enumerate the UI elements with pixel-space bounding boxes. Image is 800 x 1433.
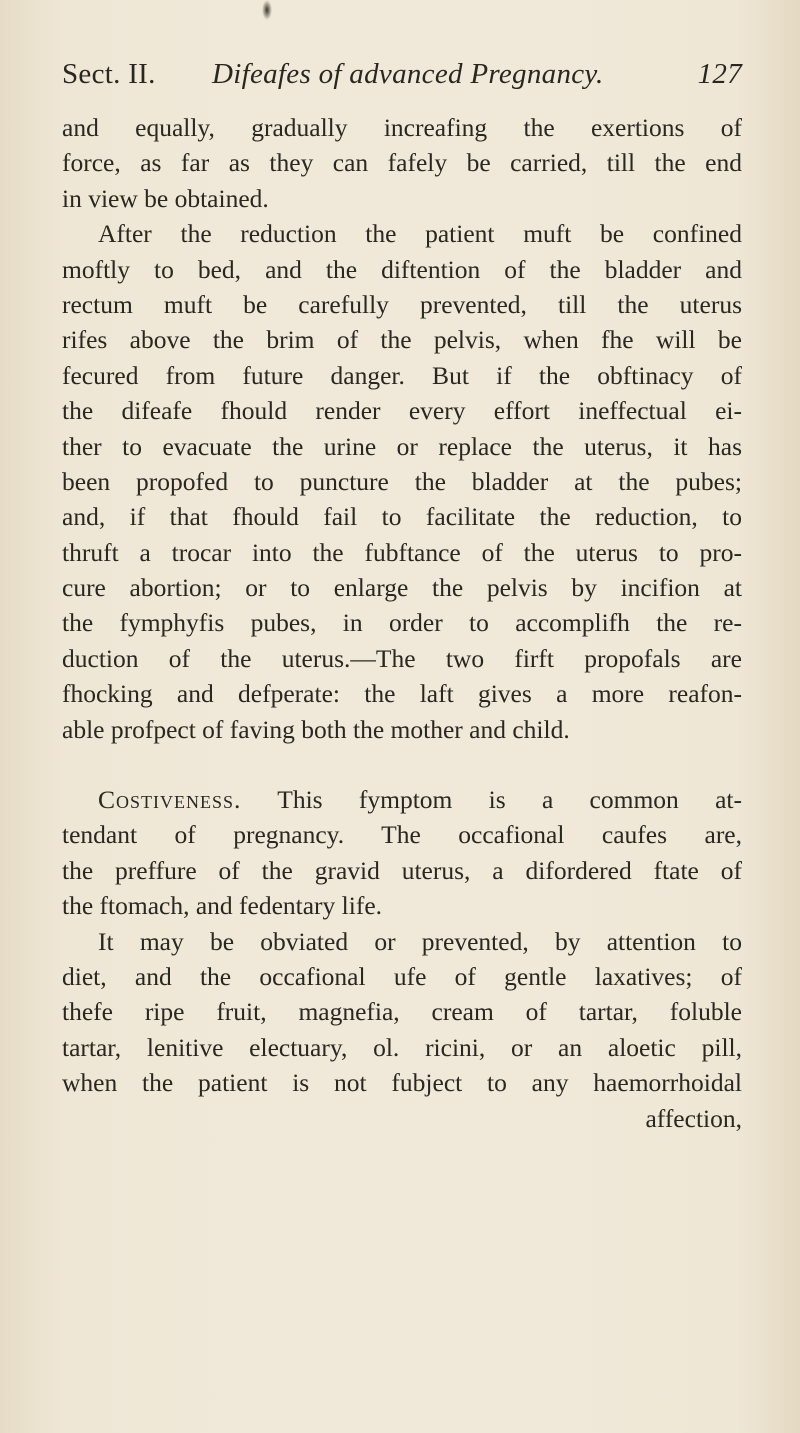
text-line	[62, 782, 742, 817]
text-line: force, as far as they can fafely be carried, till the end	[62, 148, 742, 178]
text-line: moftly to bed, and the diftention of the bladder and	[62, 254, 742, 284]
text-line: fhocking and defperate: the laft gives a more reafon-	[62, 679, 742, 709]
text-line: and, if that fhould fail to facilitate the reduction, to	[62, 502, 742, 532]
text-line: It may be obviated or prevented, by attention to	[98, 926, 742, 956]
text-line: the fymphyfis pubes, in order to accomplifh the re-	[62, 608, 742, 638]
text-line: in view be obtained.	[62, 183, 269, 213]
text-line: duction of the uterus.—The two firft propofals are	[62, 643, 742, 673]
text-line: rectum muft be carefully prevented, till the uterus	[62, 289, 742, 319]
text-line: cure abortion; or to enlarge the pelvis by incifion at	[62, 573, 742, 603]
text-line: fecured from future danger. But if the obftinacy of	[62, 360, 742, 390]
paragraph	[62, 216, 742, 747]
running-header	[62, 58, 742, 98]
paragraph	[62, 110, 742, 216]
ink-smudge	[262, 0, 272, 20]
text-line: been propofed to puncture the bladder at the pubes;	[62, 466, 742, 496]
catchword: affection,	[645, 1103, 742, 1133]
section-label: Sect. II.	[62, 58, 156, 90]
section-heading: Costiveness.	[98, 785, 242, 815]
body-text	[62, 110, 742, 1136]
text-line: rifes above the brim of the pelvis, when fhe will be	[62, 325, 742, 355]
page-number: 127	[697, 58, 742, 90]
running-title: Difeafes of advanced Pregnancy.	[212, 58, 604, 90]
text-line: when the patient is not fubject to any haemorrhoidal	[62, 1068, 742, 1098]
text-line: thruft a trocar into the fubftance of the uterus to pro-	[62, 537, 742, 567]
text-line: able profpect of faving both the mother and child.	[62, 714, 570, 744]
text-line: tendant of pregnancy. The occafional caufes are,	[62, 820, 742, 850]
text-line: and equally, gradually increafing the exertions of	[62, 113, 742, 142]
text-line: tartar, lenitive electuary, ol. ricini, or an aloetic pill,	[62, 1032, 742, 1062]
text-line: the preffure of the gravid uterus, a difordered ftate of	[62, 855, 742, 885]
paragraph	[62, 782, 742, 924]
text-line: thefe ripe fruit, magnefia, cream of tartar, foluble	[62, 997, 742, 1027]
text-line: the ftomach, and fedentary life.	[62, 891, 383, 921]
text-line: ther to evacuate the urine or replace the uterus, it has	[62, 431, 742, 461]
text-line: After the reduction the patient muft be confined	[98, 219, 742, 249]
text-line: diet, and the occafional ufe of gentle laxatives; of	[62, 961, 742, 991]
paragraph	[62, 924, 742, 1101]
text-line-rest: This fymptom is a common at-	[241, 785, 742, 815]
text-line: the difeafe fhould render every effort ineffectual ei-	[62, 396, 742, 426]
paragraph-gap	[62, 747, 742, 782]
